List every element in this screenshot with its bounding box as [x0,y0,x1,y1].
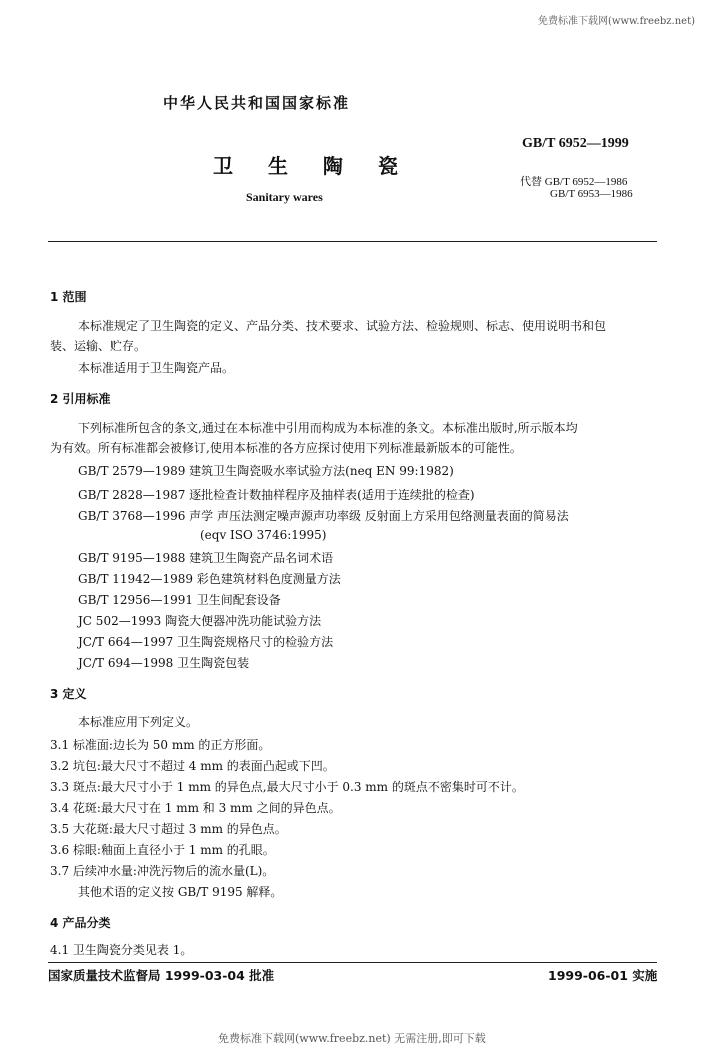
reference-item: GB/T 9195—1988 建筑卫生陶瓷产品名词术语 [78,551,334,565]
definition-item: 3.4 花斑:最大尺寸在 1 mm 和 3 mm 之间的异色点。 [50,801,341,815]
national-standard-label: 中华人民共和国国家标准 [163,94,351,112]
definition-item: 3.1 标准面:边长为 50 mm 的正方形面。 [50,738,271,752]
reference-item: JC/T 694—1998 卫生陶瓷包装 [78,656,250,670]
approval-date: 国家质量技术监督局 1999-03-04 批准 [48,968,275,983]
definition-item: 3.3 斑点:最大尺寸小于 1 mm 的异色点,最大尺寸小于 0.3 mm 的斑点不密集时可不计。 [50,780,524,794]
document-title-cn: 卫 生 陶 瓷 [213,154,412,178]
section-3-heading: 3 定义 [50,687,87,701]
replaces-line-1: 代替 GB/T 6952—1986 [520,176,628,188]
reference-item: GB/T 12956—1991 卫生间配套设备 [78,593,281,607]
section-2-heading: 2 引用标准 [50,392,111,406]
section-1-heading: 1 范围 [50,290,87,304]
reference-item-continuation: (eqv ISO 3746:1995) [200,528,327,542]
standard-code: GB/T 6952—1999 [522,136,629,151]
section-3-outro: 其他术语的定义按 GB/T 9195 解释。 [78,885,283,899]
effective-date: 1999-06-01 实施 [548,968,658,983]
reference-item: GB/T 2828—1987 逐批检查计数抽样程序及抽样表(适用于连续批的检查) [78,488,475,502]
section-1-para-line-2: 装、运输、贮存。 [50,339,147,353]
definition-item: 3.7 后续冲水量:冲洗污物后的流水量(L)。 [50,864,275,878]
document-title-en: Sanitary wares [246,190,323,204]
section-2-para-line-2: 为有效。所有标准都会被修订,使用本标准的各方应探讨使用下列标准最新版本的可能性。 [50,441,522,455]
section-1-scope: 本标准适用于卫生陶瓷产品。 [78,361,235,375]
section-3-intro: 本标准应用下列定义。 [78,715,199,729]
reference-item: JC 502—1993 陶瓷大便器冲洗功能试验方法 [78,614,322,628]
reference-item: GB/T 11942—1989 彩色建筑材料色度测量方法 [78,572,341,586]
watermark-top: 免费标准下载网(www.freebz.net) [538,16,696,27]
section-4-item: 4.1 卫生陶瓷分类见表 1。 [50,943,193,957]
section-1-para-line-1: 本标准规定了卫生陶瓷的定义、产品分类、技术要求、试验方法、检验规则、标志、使用说明书和包 [78,319,607,333]
reference-item: GB/T 3768—1996 声学 声压法测定噪声源声功率级 反射面上方采用包络测量表面的简易法 [78,509,569,523]
reference-item: JC/T 664—1997 卫生陶瓷规格尺寸的检验方法 [78,635,334,649]
definition-item: 3.2 坑包:最大尺寸不超过 4 mm 的表面凸起或下凹。 [50,759,335,773]
header-divider [48,241,657,242]
section-2-para-line-1: 下列标准所包含的条文,通过在本标准中引用而构成为本标准的条文。本标准出版时,所示版本均 [78,421,578,435]
reference-item: GB/T 2579—1989 建筑卫生陶瓷吸水率试验方法(neq EN 99:1982) [78,464,454,478]
footer-divider [48,962,657,963]
definition-item: 3.5 大花斑:最大尺寸超过 3 mm 的异色点。 [50,822,287,836]
replaces-line-2: GB/T 6953—1986 [550,188,633,200]
section-4-heading: 4 产品分类 [50,916,111,930]
watermark-bottom: 免费标准下载网(www.freebz.net) 无需注册,即可下载 [218,1032,486,1045]
definition-item: 3.6 棕眼:釉面上直径小于 1 mm 的孔眼。 [50,843,275,857]
